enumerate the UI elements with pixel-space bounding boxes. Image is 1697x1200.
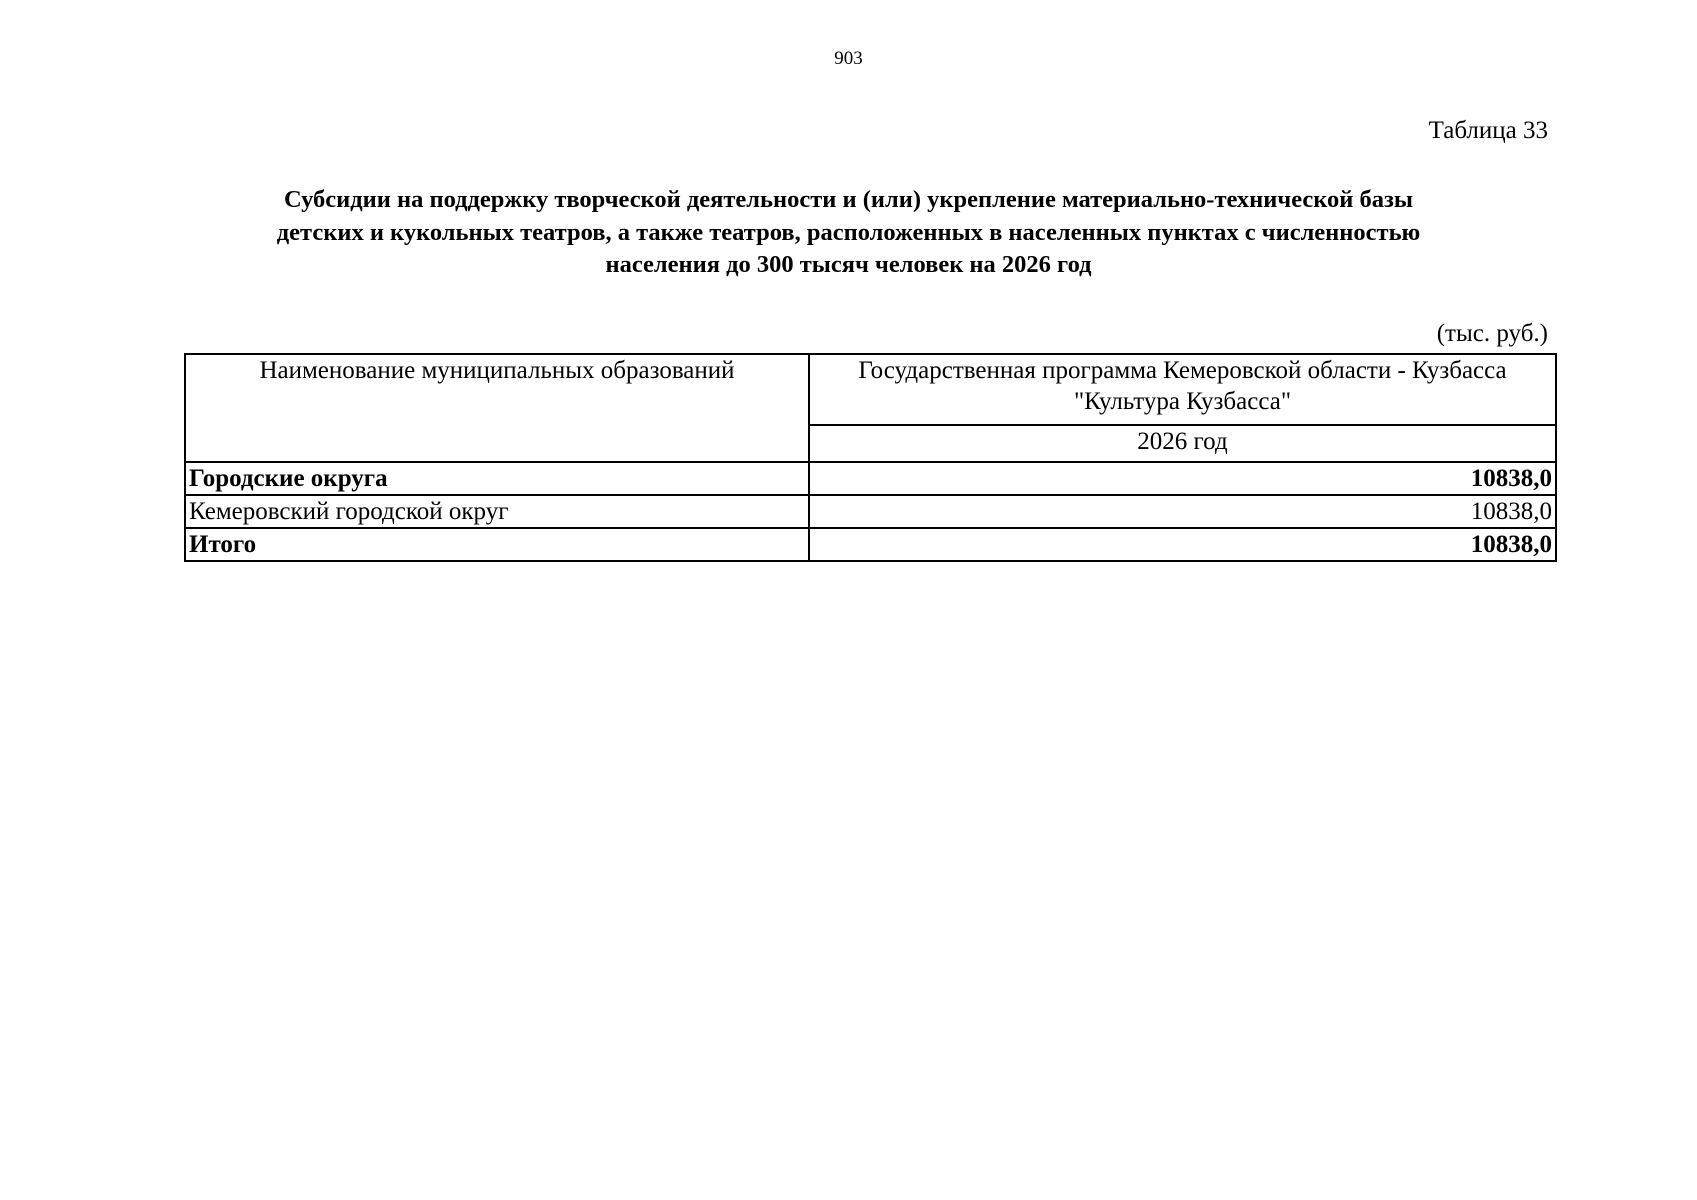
table-label: Таблица 33 [1428, 117, 1548, 144]
row-name: Кемеровский городской округ [185, 495, 809, 528]
header-program: Государственная программа Кемеровской области - Кузбасса "Культура Кузбасса" [809, 354, 1556, 425]
document-title [200, 184, 1497, 282]
units-label: (тыс. руб.) [1436, 320, 1548, 347]
title-line-1: Субсидии на поддержку творческой деятельности и (или) укрепление материально-технической базы [283, 186, 1413, 213]
subsidy-table [184, 353, 1557, 562]
row-name: Городские округа [185, 462, 809, 495]
title-line-3: населения до 300 тысяч человек на 2026 год [605, 251, 1092, 278]
header-municipality: Наименование муниципальных образований [185, 354, 809, 462]
row-value: 10838,0 [809, 528, 1556, 561]
row-value: 10838,0 [809, 495, 1556, 528]
page-number: 903 [834, 48, 863, 69]
row-name: Итого [185, 528, 809, 561]
row-value: 10838,0 [809, 462, 1556, 495]
table-row [185, 528, 1556, 561]
table-row [185, 495, 1556, 528]
table-row [185, 462, 1556, 495]
title-line-2: детских и кукольных театров, а также театров, расположенных в населенных пунктах с численностью [276, 218, 1421, 246]
header-row [185, 354, 1556, 425]
header-year: 2026 год [809, 425, 1556, 462]
